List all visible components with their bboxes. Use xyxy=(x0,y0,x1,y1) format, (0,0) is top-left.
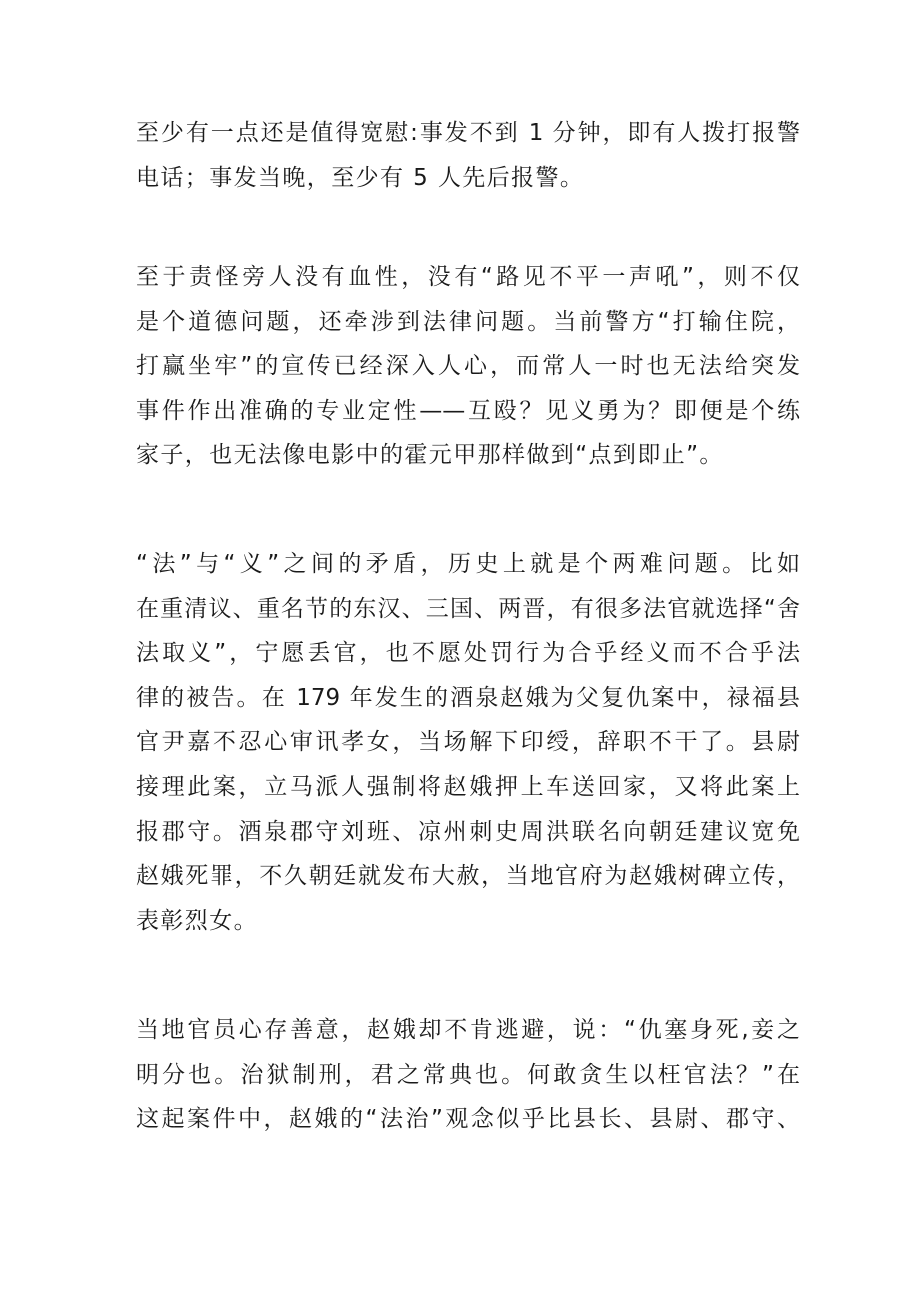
text-line: “法”与“义”之间的矛盾，历史上就是个两难问题。比如 xyxy=(136,551,800,577)
paragraph-1 xyxy=(136,122,800,211)
paragraph-3 xyxy=(136,553,800,954)
text-line: 电话；事发当晚，至少有 5 人先后报警。 xyxy=(136,164,585,191)
text-line: 律的被告。在 179 年发生的酒泉赵娥为父复仇案中，禄福县 xyxy=(136,684,800,711)
paragraph-2 xyxy=(136,266,800,489)
text-line: 当地官员心存善意，赵娥却不肯逃避，说：“仇塞身死,妾之 xyxy=(136,1017,800,1043)
text-line: 事件作出准确的专业定性——互殴？见义勇为？即便是个练 xyxy=(136,397,800,424)
text-line: 法取义”，宁愿丢官，也不愿处罚行为合乎经义而不合乎法 xyxy=(136,640,800,667)
text-line: 报郡守。酒泉郡守刘班、凉州刺史周洪联名向朝廷建议宽免 xyxy=(136,818,800,845)
text-line: 至于责怪旁人没有血性，没有“路见不平一声吼”，则不仅 xyxy=(136,264,800,290)
text-line: 家子，也无法像电影中的霍元甲那样做到“点到即止”。 xyxy=(136,442,724,469)
text-line: 至少有一点还是值得宽慰:事发不到 1 分钟，即有人拨打报警 xyxy=(136,120,800,146)
text-line: 接理此案，立马派人强制将赵娥押上车送回家，又将此案上 xyxy=(136,773,800,800)
text-line: 是个道德问题，还牵涉到法律问题。当前警方“打输住院， xyxy=(136,308,800,335)
text-line: 官尹嘉不忍心审讯孝女，当场解下印绶，辞职不干了。县尉 xyxy=(136,729,800,756)
text-line: 打赢坐牢”的宣传已经深入人心，而常人一时也无法给突发 xyxy=(136,353,800,380)
text-line: 在重清议、重名节的东汉、三国、两晋，有很多法官就选择“舍 xyxy=(136,595,800,622)
text-line: 赵娥死罪，不久朝廷就发布大赦，当地官府为赵娥树碑立传， xyxy=(136,863,800,890)
text-line: 表彰烈女。 xyxy=(136,907,258,934)
text-line: 这起案件中，赵娥的“法治”观念似乎比县长、县尉、郡守、 xyxy=(136,1106,800,1133)
paragraph-4 xyxy=(136,1019,800,1153)
text-line: 明分也。治狱制刑，君之常典也。何敢贪生以枉官法？”在 xyxy=(136,1061,800,1088)
